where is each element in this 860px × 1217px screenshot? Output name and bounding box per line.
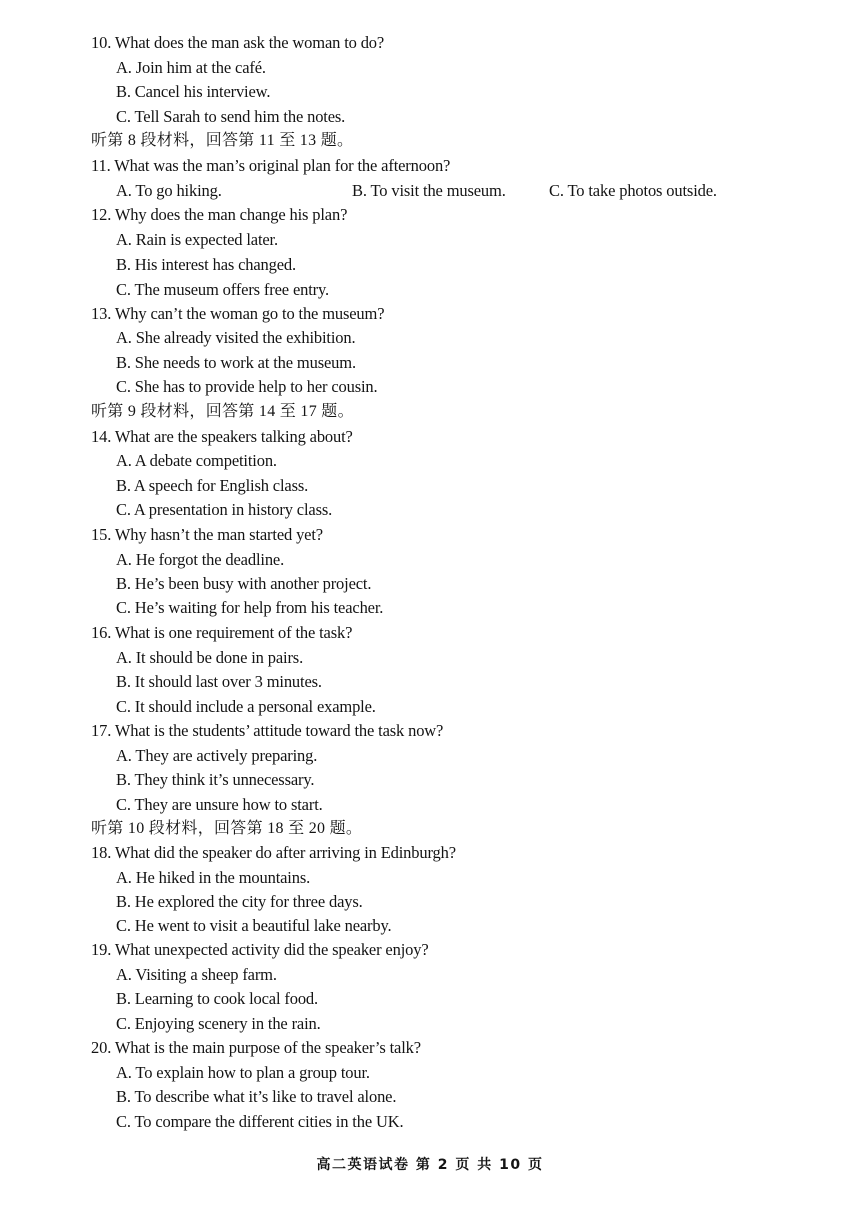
question-16: 16. What is one requirement of the task? [91,623,353,642]
option-20b: B. To describe what it’s like to travel alone. [116,1087,397,1106]
option-10b: B. Cancel his interview. [116,82,271,101]
option-19c: C. Enjoying scenery in the rain. [116,1014,321,1033]
option-18a: A. He hiked in the mountains. [116,868,311,887]
question-14: 14. What are the speakers talking about? [91,427,353,446]
option-16a: A. It should be done in pairs. [116,648,304,667]
question-20: 20. What is the main purpose of the speaker’s talk? [91,1038,421,1057]
question-10: 10. What does the man ask the woman to do? [91,33,385,52]
question-12: 12. Why does the man change his plan? [91,205,348,224]
option-11c: C. To take photos outside. [549,181,717,200]
option-20a: A. To explain how to plan a group tour. [116,1063,370,1082]
option-10a: A. Join him at the café. [116,58,266,77]
option-13a: A. She already visited the exhibition. [116,328,356,347]
option-14b: B. A speech for English class. [116,476,309,495]
option-13c: C. She has to provide help to her cousin. [116,377,378,396]
option-13b: B. She needs to work at the museum. [116,353,356,372]
question-19: 19. What unexpected activity did the speaker enjoy? [91,940,429,959]
option-10c: C. Tell Sarah to send him the notes. [116,107,346,126]
option-15c: C. He’s waiting for help from his teacher. [116,598,384,617]
question-15: 15. Why hasn’t the man started yet? [91,525,323,544]
option-16c: C. It should include a personal example. [116,697,376,716]
question-18: 18. What did the speaker do after arriving in Edinburgh? [91,843,456,862]
option-11b: B. To visit the museum. [352,181,506,200]
option-18b: B. He explored the city for three days. [116,892,363,911]
option-14a: A. A debate competition. [116,451,277,470]
option-17a: A. They are actively preparing. [116,746,318,765]
section-heading-10: 听第 10 段材料，回答第 18 至 20 题。 [91,820,363,837]
option-16b: B. It should last over 3 minutes. [116,672,322,691]
option-15b: B. He’s been busy with another project. [116,574,372,593]
option-18c: C. He went to visit a beautiful lake nearby. [116,916,392,935]
option-15a: A. He forgot the deadline. [116,550,285,569]
page-footer: 高二英语试卷 第 2 页 共 10 页 [316,1157,544,1173]
option-12a: A. Rain is expected later. [116,230,278,249]
option-14c: C. A presentation in history class. [116,500,333,519]
question-11: 11. What was the man’s original plan for the afternoon? [91,156,451,175]
option-17b: B. They think it’s unnecessary. [116,770,315,789]
section-heading-9: 听第 9 段材料，回答第 14 至 17 题。 [91,403,354,420]
option-12b: B. His interest has changed. [116,255,297,274]
option-20c: C. To compare the different cities in the UK. [116,1112,404,1131]
option-19b: B. Learning to cook local food. [116,989,319,1008]
question-13: 13. Why can’t the woman go to the museum? [91,304,385,323]
options-row-11 [0,181,860,201]
option-19a: A. Visiting a sheep farm. [116,965,277,984]
section-heading-8: 听第 8 段材料，回答第 11 至 13 题。 [91,132,354,149]
option-11a: A. To go hiking. [116,181,222,200]
option-17c: C. They are unsure how to start. [116,795,323,814]
question-17: 17. What is the students’ attitude toward the task now? [91,721,444,740]
option-12c: C. The museum offers free entry. [116,280,329,299]
